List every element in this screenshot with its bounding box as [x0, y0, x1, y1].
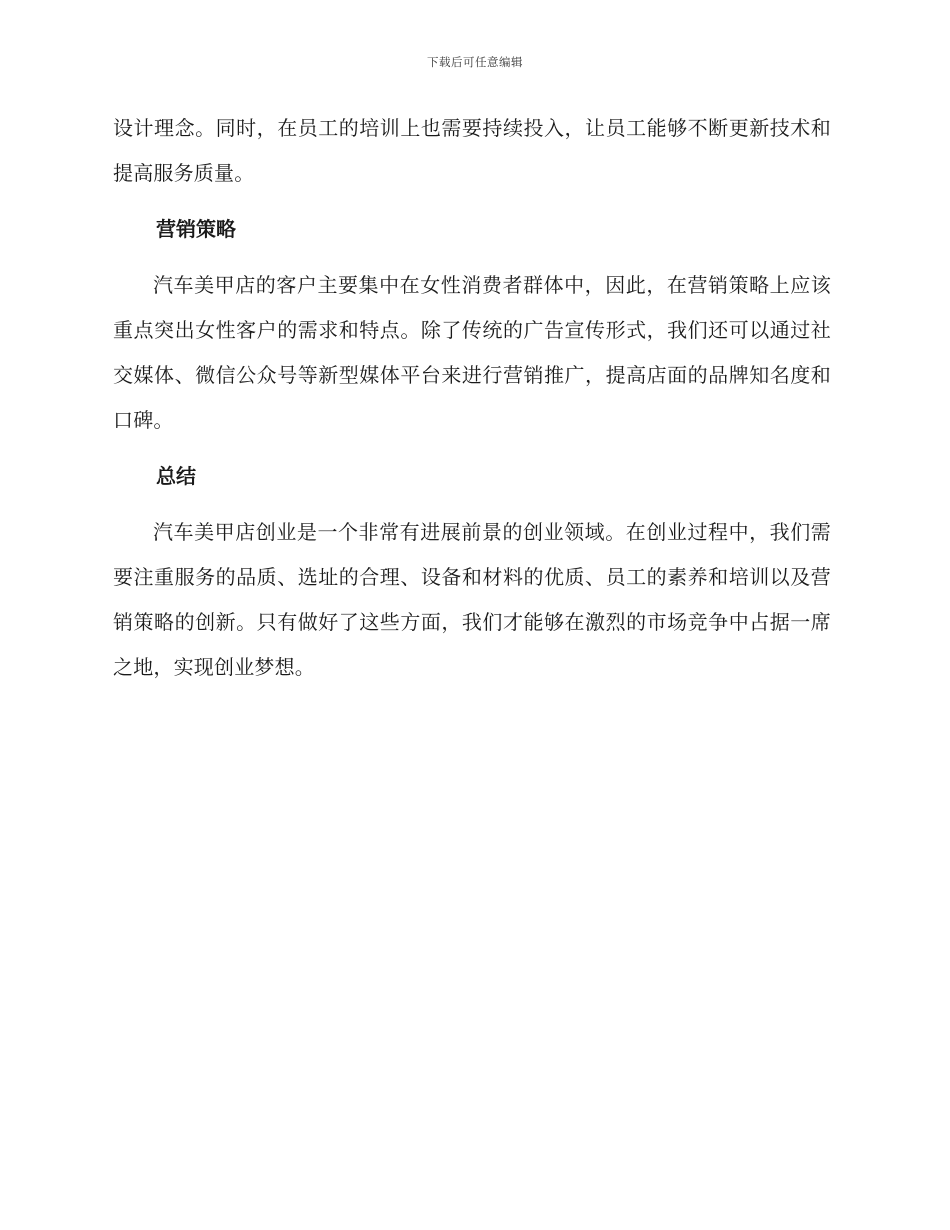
section-heading-marketing: 营销策略 [156, 217, 236, 241]
section-paragraph-summary: 汽车美甲店创业是一个非常有进展前景的创业领域。在创业过程中，我们需要注重服务的品质、选址的合理、设备和材料的优质、员工的素养和培训以及营销策略的创新。只有做好了这些方面，我们才能够在激烈的市场竞争中占据一席之地，实现创业梦想。 [113, 520, 831, 679]
section-paragraph-marketing: 汽车美甲店的客户主要集中在女性消费者群体中，因此，在营销策略上应该重点突出女性客户的需求和特点。除了传统的广告宣传形式，我们还可以通过社交媒体、微信公众号等新型媒体平台来进行营销推广，提高店面的品牌知名度和口碑。 [113, 273, 831, 432]
document-body [113, 106, 831, 690]
page-header-note: 下载后可任意编辑 [427, 55, 523, 69]
section-heading-summary: 总结 [156, 464, 196, 488]
continued-paragraph: 设计理念。同时，在员工的培训上也需要持续投入，让员工能够不断更新技术和提高服务质量。 [113, 116, 831, 185]
